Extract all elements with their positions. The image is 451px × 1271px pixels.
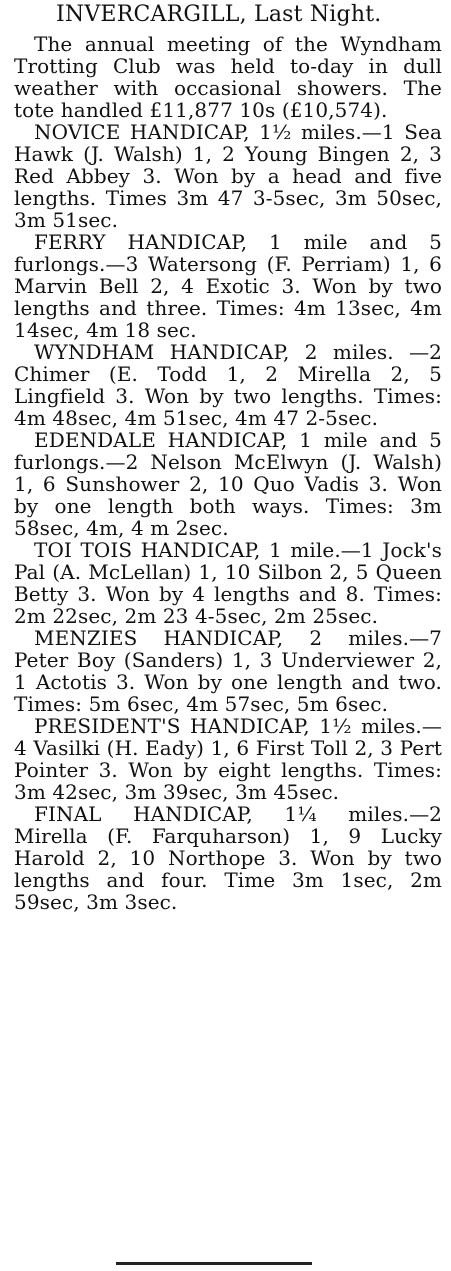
headline: INVERCARGILL, Last Night. [56,2,382,27]
article-body [14,33,442,913]
race-result-wyndham-handicap: WYNDHAM HANDICAP, 2 miles. —2 Chimer (E. Todd 1, 2 Mirella 2, 5 Lingfield 3. Won by two lengths. Times: 4m 48sec, 4m 51sec, 4m 47 2-5sec. [14,340,442,430]
race-result-novice-handicap: NOVICE HANDICAP, 1½ miles.—1 Sea Hawk (J. Walsh) 1, 2 Young Bingen 2, 3 Red Abbey 3. Won by a head and five lengths. Times 3m 47 3-5sec, 3m 50sec, 3m 51sec. [14,120,442,232]
race-result-presidents-handicap: PRESIDENT'S HANDICAP, 1½ miles.—4 Vasilki (H. Eady) 1, 6 First Toll 2, 3 Pert Pointer 3. Won by eight lengths. Times: 3m 42sec, 3m 39sec, 3m 45sec. [14,714,442,804]
intro-paragraph: The annual meeting of the Wyndham Trotting Club was held to-day in dull weather with occasional showers. The tote handled £11,877 10s (£10,574). [14,32,442,122]
race-result-final-handicap: FINAL HANDICAP, 1¼ miles.—2 Mirella (F. Farquharson) 1, 9 Lucky Harold 2, 10 Northope 3. Won by two lengths and four. Time 3m 1sec, 2m 59sec, 3m 3sec. [14,802,442,914]
end-rule [116,1262,312,1265]
race-result-ferry-handicap: FERRY HANDICAP, 1 mile and 5 furlongs.—3 Watersong (F. Perriam) 1, 6 Marvin Bell 2, 4 Exotic 3. Won by two lengths and three. Times: 4m 13sec, 4m 14sec, 4m 18 sec. [14,230,442,342]
race-result-menzies-handicap: MENZIES HANDICAP, 2 miles.—7 Peter Boy (Sanders) 1, 3 Underviewer 2, 1 Actotis 3. Won by one length and two. Times: 5m 6sec, 4m 57sec, 5m 6sec. [14,626,442,716]
race-result-toi-tois-handicap: TOI TOIS HANDICAP, 1 mile.—1 Jock's Pal (A. McLellan) 1, 10 Silbon 2, 5 Queen Betty 3. Won by 4 lengths and 8. Times: 2m 22sec, 2m 23 4-5sec, 2m 25sec. [14,538,442,628]
race-result-edendale-handicap: EDENDALE HANDICAP, 1 mile and 5 furlongs.—2 Nelson McElwyn (J. Walsh) 1, 6 Sunshower 2, 10 Quo Vadis 3. Won by one length both ways. Times: 3m 58sec, 4m, 4 m 2sec. [14,428,442,540]
